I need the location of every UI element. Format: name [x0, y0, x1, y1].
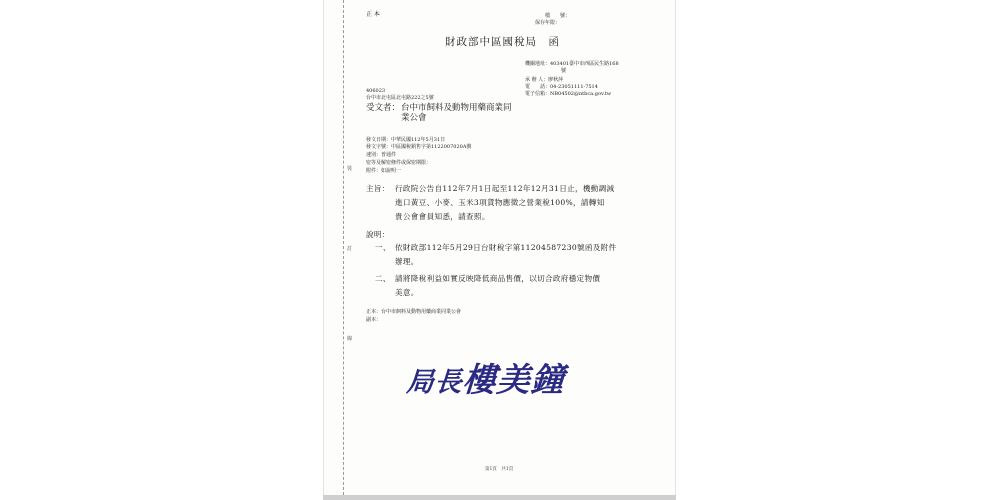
document-number: 發文字號：中區國稅銷售字第1122007020A號 — [366, 144, 472, 150]
attachment-info: 附件：如說明一 — [366, 168, 402, 174]
agency-email: 電子信箱：NB04502@ntbca.gov.tw — [525, 91, 612, 97]
director-signature-stamp — [405, 354, 566, 401]
explanation-label: 說明： — [366, 230, 390, 239]
distribution-original: 正本：台中市飼料及動物用藥商業同業公會 — [366, 309, 462, 315]
agency-contact: 承 辦 人：廖秋萍 — [525, 77, 564, 83]
agency-phone: 電 話：04-23051111-7514 — [525, 84, 598, 90]
file-number-label: 檔 號： — [545, 13, 571, 19]
explanation-item-1-line-1: 依財政部112年5月29日台財稅字第11204587230號函及附件 — [395, 243, 617, 252]
explanation-item-2-number: 二、 — [375, 274, 391, 283]
binding-line — [343, 0, 344, 500]
binding-mark-xian: 線 — [347, 336, 353, 342]
recipient-address: 台中市北屯區北屯路222之5號 — [366, 95, 434, 101]
signature-name: 樓美鐘 — [461, 360, 567, 399]
agency-address: 機關地址：403401臺中市西區民生路168 — [525, 61, 619, 67]
document-title: 財政部中區國稅局 函 — [445, 36, 560, 48]
recipient-label: 受文者： — [366, 103, 401, 113]
signature-title: 局長 — [405, 367, 464, 398]
document-page — [323, 0, 676, 500]
scan-edge — [323, 495, 676, 500]
explanation-item-2-line-2: 美意。 — [395, 288, 419, 297]
binding-mark-ding: 訂 — [347, 246, 353, 252]
explanation-item-2-line-1: 請將降稅利益如實反映降低商品售價，以切合政府穩定物價 — [395, 274, 601, 283]
explanation-item-1-line-2: 辦理。 — [395, 257, 419, 266]
subject-label: 主旨： — [366, 184, 390, 193]
distribution-copy: 副本： — [366, 317, 382, 323]
recipient-postcode: 406023 — [366, 88, 386, 94]
explanation-item-1-number: 一、 — [375, 243, 391, 252]
recipient-name-cont: 業公會 — [401, 113, 427, 123]
retention-label: 保存年限： — [535, 20, 561, 26]
binding-mark-zhuang: 裝 — [347, 166, 353, 172]
agency-address-cont: 號 — [561, 68, 567, 74]
subject-line-2: 進口黃豆、小麥、玉米3項貨物應徵之營業稅100%，請轉知 — [395, 198, 605, 207]
security-level: 密等及解密條件或保密期限： — [366, 160, 432, 166]
page-footer: 第1頁 共1頁 — [485, 467, 514, 472]
delivery-speed: 速別：普通件 — [366, 152, 397, 158]
copy-mark: 正 本 — [366, 11, 380, 18]
subject-line-1: 行政院公告自112年7月1日起至112年12月31日止，機動調減 — [395, 184, 615, 193]
subject-line-3: 貴公會會員知悉，請查照。 — [395, 212, 490, 221]
issue-date: 發文日期：中華民國112年5月31日 — [366, 137, 446, 143]
recipient-name: 台中市飼料及動物用藥商業同 — [401, 103, 512, 113]
